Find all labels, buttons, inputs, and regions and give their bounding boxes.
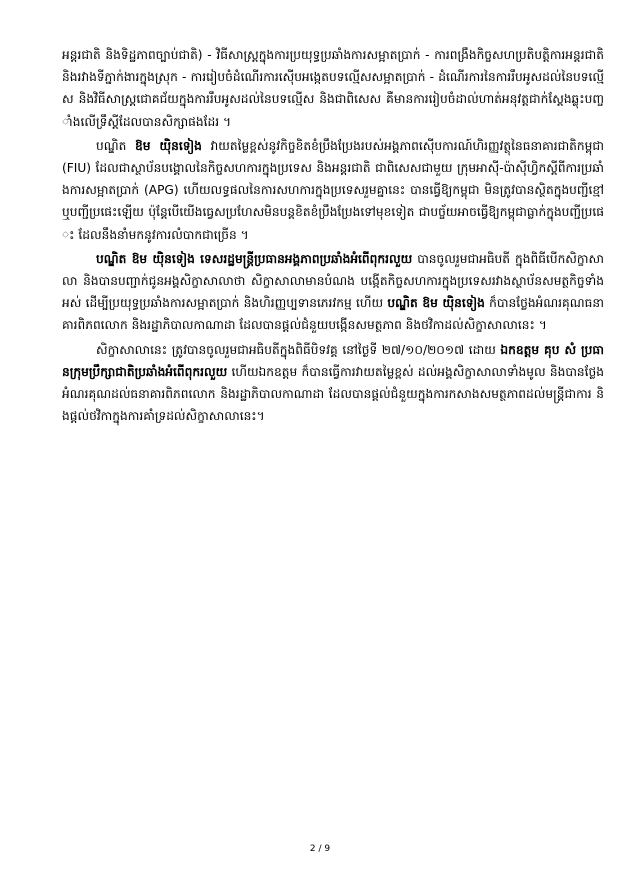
paragraph-3-bold-name: បណ្ឌិត ឱម យ៉ិនទៀង [387,296,485,311]
paragraph-3-run-4: ក៏បានថ្លែងអំណរគុណធនាគារពិភពលោក និងរដ្ឋាភិបាលកាណាដា ដែលបានផ្តល់ជំនួយបង្កើនសមត្ថភាព និងថវិកាដល់សិក្ខាសាលានេះ ។ [62,296,604,333]
paragraph-4-bold-title: ឯកឧត្តម គុប សំ ប្រធានក្រុមប្រឹក្សាជាតិប្រឆាំងអំពើពុករលួយ [62,342,604,379]
paragraph-4 [62,339,604,428]
page-number: 2 / 9 [309,844,331,854]
paragraph-4-run-3: ហើយឯកឧត្តម ក៏បានធ្វើការវាយតម្លៃខ្ពស់ ដល់អង្គសិក្ខាសាលាទាំងមូល និងបានថ្លែងអំណរគុណដល់ធនាគារពិភពលោក និងរដ្ឋាភិបាលកាណាដា ដែលបានផ្តល់ជំនួយក្នុងការកសាងសមត្ថភាពដល់មន្ត្រីជាការ និងផ្តល់ថវិកាក្នុងការគាំទ្រដល់សិក្ខាសាលានេះ។ [62,364,604,424]
paragraph-3 [62,248,604,337]
paragraph-2 [62,135,604,246]
paragraph-3-run-2: បានចូលរួមជាអធិបតី ក្នុងពិធីបើកសិក្ខាសាលា និងបានបញ្ជាក់ជូនអង្គសិក្ខាសាលាថា សិក្ខាសាលាមានបំណង បង្កើតកិច្ចសហការក្នុងប្រទេសរវាងស្ថាប័នសមត្ថកិច្ចទាំងអស់ ដើម្បីប្រយុទ្ធប្រឆាំងការសម្អាតប្រាក់ និងហិរញ្ញប្បទានភេរវកម្ម ហើយ [62,251,604,311]
paragraph-1 [62,44,604,133]
paragraph-3-bold-title: បណ្ឌិត ឱម យ៉ិនទៀង ទេសរដ្ឋមន្ត្រីប្រធានអង្គភាពប្រឆាំងអំពើពុករលួយ [96,251,413,266]
paragraph-2-run-1: បណ្ឌិត [96,138,136,153]
document-body [62,44,604,429]
paragraph-4-run-1: សិក្ខាសាលានេះ ត្រូវបានចូលរួមជាអធិបតីក្នុងពិធីបិទវគ្គ នៅថ្ងៃទី ២៧/១០/២០១៧ ដោយ [96,342,501,357]
paragraph-2-run-3: វាយតម្លៃខ្ពស់នូវកិច្ចខិតខំប្រឹងប្រែងរបស់អង្គភាពស៊ើបការណ៍ហិរញ្ញវត្ថុនៃធនាគារជាតិកម្ពុជា (FIU) ដែលជាស្ថាប័នបង្គោលនៃកិច្ចសហការក្នុងប្រទេស និងអន្តរជាតិ ជាពិសេសជាមួយ ក្រុមអាស៊ី-ប៉ាស៊ីហ្វិកស្តីពីការប្រឆាំងការសម្អាតប្រាក់ (APG) ហើយលទ្ធផលនៃការសហការក្នុងប្រទេសរួមគ្នានេះ បានធ្វើឱ្យកម្ពុជា មិនត្រូវបានស្ថិតក្នុងបញ្ជីខ្មៅ ឬបញ្ជីប្រផេះឡើយ ប៉ុន្តែបើយើងធ្វេសប្រហែសមិនបន្តខិតខំប្រឹងប្រែងទៅមុខទៀត ជាបច្ច័យអាចធ្វើឱ្យកម្ពុជាធ្លាក់ក្នុងបញ្ជីប្រផេះ ដែលនឹងនាំមកនូវការលំបាកជាច្រើន ។ [62,138,604,242]
paragraph-1-text: អន្តរជាតិ និងទិដ្ឋភាពច្បាប់ជាតិ) - វិធីសាស្ត្រក្នុងការប្រយុទ្ធប្រឆាំងការសម្អាតប្រាក់ - ការពង្រឹងកិច្ចសហប្រតិបត្តិការអន្តរជាតិ និងរវាងទីភ្នាក់ងារក្នុងស្រុក - ការរៀបចំដំណើរការស៊ើបអង្កេតបទល្មើសសម្អាតប្រាក់ - ដំណើរការនៃការរឹបអូសដល់នៃបទល្មើស និងវិធីសាស្ត្រជោគជ័យក្នុងការរឹបអូសដល់នៃបទល្មើស និងជាពិសេស គឺមានការរៀបចំដាល់ហាត់អនុវត្តជាក់ស្តែងឆ្លុះបញ្ចាំងលើទ្រឹស្តីដែលបានសិក្សាផងដែរ ។ [62,48,604,129]
paragraph-2-bold-name: ឱម យ៉ិនទៀង [135,138,202,153]
